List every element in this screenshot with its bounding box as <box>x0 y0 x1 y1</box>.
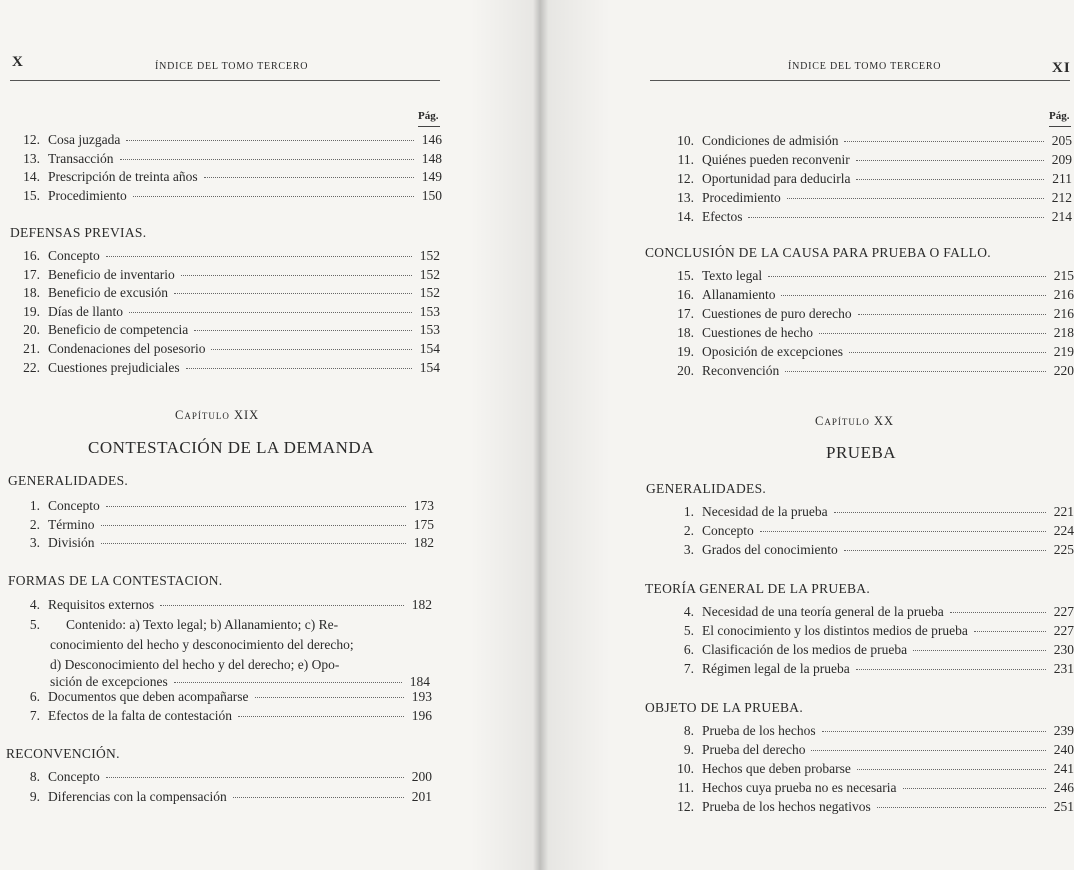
entry-title: Cosa juzgada <box>48 132 121 147</box>
entry-page: 227 <box>1053 623 1074 638</box>
entry-number: 18. <box>23 285 40 301</box>
toc-entry <box>672 642 1074 660</box>
entry-title: Necesidad de la prueba <box>702 504 828 519</box>
entry-page: 184 <box>409 674 430 689</box>
entry-page: 218 <box>1053 325 1074 340</box>
entry-number: 15. <box>23 187 40 203</box>
entry-title: Beneficio de competencia <box>48 322 189 338</box>
entry-title: Clasificación de los medios de prueba <box>702 642 908 657</box>
toc-entry <box>18 597 432 615</box>
entry-title: Concepto <box>48 769 100 784</box>
entry-number: 19. <box>23 303 40 319</box>
dot-leader <box>106 256 412 257</box>
entry-number: 3. <box>683 542 694 557</box>
dot-leader <box>849 352 1046 353</box>
toc-entry <box>18 132 442 150</box>
dot-leader <box>129 312 412 313</box>
entry-number: 12. <box>677 171 694 186</box>
toc-entry <box>18 689 432 707</box>
dot-leader <box>255 697 404 698</box>
entry-title: Cuestiones de hecho <box>702 325 813 340</box>
dot-leader <box>204 177 414 178</box>
entry-title: Grados del conocimiento <box>702 542 838 557</box>
entry-number: 9. <box>29 789 40 804</box>
entry-title: Beneficio de inventario <box>48 266 175 282</box>
entry-page: 154 <box>419 341 440 356</box>
entry-page: 221 <box>1053 504 1074 519</box>
entry-title: Término <box>48 516 95 532</box>
toc-entry <box>18 341 440 359</box>
left-running-head: ÍNDICE DEL TOMO TERCERO <box>155 61 309 72</box>
toc-entry <box>672 344 1074 362</box>
entry-page: 215 <box>1053 268 1074 283</box>
entry-number: 3. <box>29 535 40 550</box>
entry-page: 153 <box>419 303 440 319</box>
entry-title: Prueba de los hechos <box>702 723 816 738</box>
entry-page: 240 <box>1053 742 1074 757</box>
entry-title: Condenaciones del posesorio <box>48 341 206 356</box>
toc-entry <box>672 306 1074 324</box>
entry-number: 1. <box>683 504 694 519</box>
entry-page: 153 <box>419 322 440 338</box>
dot-leader <box>133 196 414 197</box>
entry-title: Prueba del derecho <box>702 742 806 757</box>
entry-page: 211 <box>1052 171 1072 186</box>
entry-title: Procedimiento <box>48 187 127 203</box>
entry-page: 212 <box>1051 190 1072 205</box>
entry-page: 182 <box>411 597 432 612</box>
entry-number: 4. <box>683 604 694 619</box>
entry-title: Beneficio de excusión <box>48 285 168 301</box>
toc-entry <box>18 188 442 206</box>
dot-leader <box>101 543 406 544</box>
entry-page: 216 <box>1053 306 1074 321</box>
entry-page: 201 <box>411 789 432 804</box>
toc-entry <box>672 523 1074 541</box>
left-formas-5-num: 5. <box>29 617 40 632</box>
left-formas-5-line2: conocimiento del hecho y desconocimiento del derecho; <box>50 637 354 652</box>
entry-page: 241 <box>1053 761 1074 776</box>
left-formas-title: FORMAS DE LA CONTESTACION. <box>8 573 223 588</box>
entry-page: 230 <box>1053 642 1074 657</box>
toc-entry <box>18 304 440 322</box>
entry-page: 227 <box>1053 604 1074 619</box>
entry-page: 175 <box>413 516 434 532</box>
entry-number: 16. <box>677 287 694 302</box>
dot-leader <box>844 141 1044 142</box>
entry-number: 8. <box>29 769 40 784</box>
right-chapter-title: PRUEBA <box>826 443 897 462</box>
toc-entry <box>672 133 1072 151</box>
entry-page: 148 <box>421 150 442 166</box>
entry-number: 9. <box>683 742 694 757</box>
entry-number: 12. <box>677 799 694 814</box>
entry-title: El conocimiento y los distintos medios de prueba <box>702 623 968 638</box>
toc-entry <box>18 535 434 553</box>
toc-entry <box>18 322 440 340</box>
entry-number: 13. <box>677 190 694 205</box>
entry-page: 209 <box>1051 152 1072 167</box>
entry-title: Cuestiones de puro derecho <box>702 306 852 321</box>
toc-entry <box>672 209 1072 227</box>
dot-leader <box>856 669 1046 670</box>
entry-number: 6. <box>29 689 40 704</box>
entry-page: 224 <box>1053 523 1074 538</box>
left-pag-underline <box>418 126 440 127</box>
entry-page: 205 <box>1051 133 1072 148</box>
dot-leader <box>174 293 412 294</box>
entry-number: 11. <box>677 152 694 167</box>
toc-entry <box>672 542 1074 560</box>
entry-number: 14. <box>677 209 694 224</box>
right-conclusion-title: CONCLUSIÓN DE LA CAUSA PARA PRUEBA O FALLO. <box>645 245 991 260</box>
entry-title: Oposición de excepciones <box>702 344 843 359</box>
left-formas-5-line3: d) Desconocimiento del hecho y del derecho; e) Opo- <box>50 657 340 672</box>
entry-number: 18. <box>677 325 694 340</box>
entry-title: Documentos que deben acompañarse <box>48 689 249 704</box>
toc-entry <box>672 504 1074 522</box>
left-reconvencion-title: RECONVENCIÓN. <box>6 746 120 761</box>
right-running-head: ÍNDICE DEL TOMO TERCERO <box>788 61 942 72</box>
entry-number: 10. <box>677 761 694 776</box>
entry-page: 216 <box>1053 287 1074 302</box>
right-folio: XI <box>1052 60 1071 76</box>
entry-title: Concepto <box>48 498 100 513</box>
entry-title: Diferencias con la compensación <box>48 789 227 804</box>
entry-page: 152 <box>419 248 440 263</box>
left-header-rule <box>10 80 440 81</box>
dot-leader <box>857 769 1046 770</box>
dot-leader <box>760 531 1046 532</box>
entry-title: Cuestiones prejudiciales <box>48 359 180 375</box>
left-generalidades-title: GENERALIDADES. <box>8 473 129 488</box>
entry-page: 182 <box>413 535 434 550</box>
dot-leader <box>834 512 1046 513</box>
right-teoria-title: TEORÍA GENERAL DE LA PRUEBA. <box>645 581 871 596</box>
entry-title: Prescripción de treinta años <box>48 169 198 184</box>
dot-leader <box>785 371 1046 372</box>
dot-leader <box>781 295 1046 296</box>
toc-entry <box>18 248 440 266</box>
dot-leader <box>768 276 1046 277</box>
entry-number: 11. <box>677 780 694 795</box>
entry-number: 8. <box>683 723 694 738</box>
entry-number: 10. <box>677 133 694 148</box>
entry-title: Régimen legal de la prueba <box>702 661 850 676</box>
dot-leader <box>120 159 415 160</box>
entry-number: 17. <box>677 306 694 321</box>
dot-leader <box>194 330 412 331</box>
entry-page: 146 <box>421 132 442 147</box>
toc-entry <box>672 152 1072 170</box>
entry-number: 4. <box>29 597 40 612</box>
right-pag-label: Pág. <box>1049 110 1070 122</box>
entry-title: Texto legal <box>702 268 763 283</box>
entry-number: 2. <box>29 516 40 532</box>
entry-number: 2. <box>683 523 694 538</box>
dot-leader <box>233 797 404 798</box>
toc-entry <box>18 267 440 285</box>
dot-leader <box>126 140 414 141</box>
entry-number: 16. <box>23 248 40 263</box>
dot-leader <box>913 650 1046 651</box>
dot-leader <box>858 314 1046 315</box>
dot-leader <box>950 612 1046 613</box>
entry-number: 12. <box>23 132 40 147</box>
dot-leader <box>822 731 1046 732</box>
entry-number: 1. <box>29 498 40 513</box>
right-pag-underline <box>1049 126 1071 127</box>
dot-leader <box>856 160 1044 161</box>
toc-entry <box>672 780 1074 798</box>
entry-title: Efectos de la falta de contestación <box>48 707 233 723</box>
dot-leader <box>844 550 1046 551</box>
toc-entry <box>18 169 442 187</box>
entry-page: 173 <box>413 498 434 513</box>
entry-title: Concepto <box>48 248 100 263</box>
entry-page: 214 <box>1051 209 1072 224</box>
left-chapter-title: CONTESTACIÓN DE LA DEMANDA <box>88 438 374 457</box>
entry-number: 17. <box>23 266 40 282</box>
toc-entry <box>672 190 1072 208</box>
entry-page: 193 <box>411 689 432 704</box>
right-objeto-title: OBJETO DE LA PRUEBA. <box>645 700 804 715</box>
toc-entry <box>672 799 1074 817</box>
dot-leader <box>174 682 402 683</box>
entry-title: Quiénes pueden reconvenir <box>702 152 850 167</box>
entry-title: Transacción <box>48 150 114 166</box>
toc-entry <box>18 360 440 378</box>
entry-title: sición de excepciones <box>50 674 168 689</box>
entry-number: 7. <box>29 707 40 723</box>
toc-entry <box>672 287 1074 305</box>
toc-entry <box>18 498 434 516</box>
entry-number: 6. <box>683 642 694 657</box>
dot-leader <box>811 750 1046 751</box>
left-chapter-number: Capítulo XIX <box>175 408 260 422</box>
entry-title: Reconvención <box>702 363 780 378</box>
entry-title: Prueba de los hechos negativos <box>702 799 871 814</box>
entry-number: 5. <box>683 623 694 638</box>
entry-page: 149 <box>421 169 442 184</box>
toc-entry <box>18 151 442 169</box>
toc-entry <box>18 708 432 726</box>
entry-page: 150 <box>421 187 442 203</box>
entry-title: Oportunidad para deducirla <box>702 171 851 186</box>
dot-leader <box>186 368 412 369</box>
toc-entry <box>672 723 1074 741</box>
dot-leader <box>160 605 404 606</box>
entry-title: Hechos que deben probarse <box>702 761 851 776</box>
toc-entry <box>18 769 432 787</box>
dot-leader <box>819 333 1046 334</box>
dot-leader <box>787 198 1044 199</box>
entry-page: 196 <box>411 707 432 723</box>
entry-title: Efectos <box>702 209 743 224</box>
entry-page: 219 <box>1053 344 1074 359</box>
left-formas-5-line1: Contenido: a) Texto legal; b) Allanamiento; c) Re- <box>66 617 339 632</box>
toc-entry <box>672 363 1074 381</box>
toc-entry <box>672 325 1074 343</box>
entry-number: 15. <box>677 268 694 283</box>
left-pag-label: Pág. <box>418 110 439 122</box>
entry-title: Necesidad de una teoría general de la prueba <box>702 604 944 619</box>
entry-page: 220 <box>1053 363 1074 378</box>
entry-page: 246 <box>1053 780 1074 795</box>
entry-title: Concepto <box>702 523 754 538</box>
entry-number: 22. <box>23 359 40 375</box>
dot-leader <box>856 179 1044 180</box>
entry-number: 19. <box>677 344 694 359</box>
dot-leader <box>238 716 404 717</box>
entry-page: 231 <box>1053 661 1074 676</box>
toc-entry <box>672 661 1074 679</box>
toc-entry <box>18 517 434 535</box>
entry-number: 20. <box>677 363 694 378</box>
entry-number: 13. <box>23 150 40 166</box>
dot-leader <box>211 349 412 350</box>
entry-title: Días de llanto <box>48 303 123 319</box>
toc-entry <box>18 789 432 807</box>
entry-page: 200 <box>411 769 432 784</box>
toc-entry <box>672 742 1074 760</box>
dot-leader <box>101 525 407 526</box>
entry-page: 239 <box>1053 723 1074 738</box>
dot-leader <box>877 807 1046 808</box>
toc-entry <box>672 623 1074 641</box>
dot-leader <box>106 506 406 507</box>
entry-page: 152 <box>419 285 440 301</box>
right-generalidades-title: GENERALIDADES. <box>646 481 767 496</box>
entry-number: 20. <box>23 322 40 338</box>
toc-entry <box>672 604 1074 622</box>
toc-entry <box>672 761 1074 779</box>
dot-leader <box>903 788 1046 789</box>
toc-entry <box>672 268 1074 286</box>
entry-page: 154 <box>419 359 440 375</box>
entry-page: 225 <box>1053 542 1074 557</box>
dot-leader <box>748 217 1044 218</box>
dot-leader <box>181 275 412 276</box>
left-folio: X <box>12 54 24 70</box>
entry-title: Procedimiento <box>702 190 781 205</box>
toc-entry <box>18 285 440 303</box>
entry-number: 14. <box>23 169 40 184</box>
right-header-rule <box>650 80 1070 81</box>
left-defensas-title: DEFENSAS PREVIAS. <box>10 225 147 240</box>
entry-title: Requisitos externos <box>48 597 155 612</box>
entry-page: 251 <box>1053 799 1074 814</box>
entry-title: Hechos cuya prueba no es necesaria <box>702 780 897 795</box>
dot-leader <box>106 777 404 778</box>
right-chapter-number: Capítulo XX <box>815 414 895 428</box>
toc-entry <box>672 171 1072 189</box>
entry-title: Allanamiento <box>702 287 776 302</box>
entry-title: Condiciones de admisión <box>702 133 839 148</box>
entry-page: 152 <box>419 266 440 282</box>
entry-title: División <box>48 535 95 550</box>
entry-number: 7. <box>683 661 694 676</box>
dot-leader <box>974 631 1046 632</box>
entry-number: 21. <box>23 341 40 356</box>
